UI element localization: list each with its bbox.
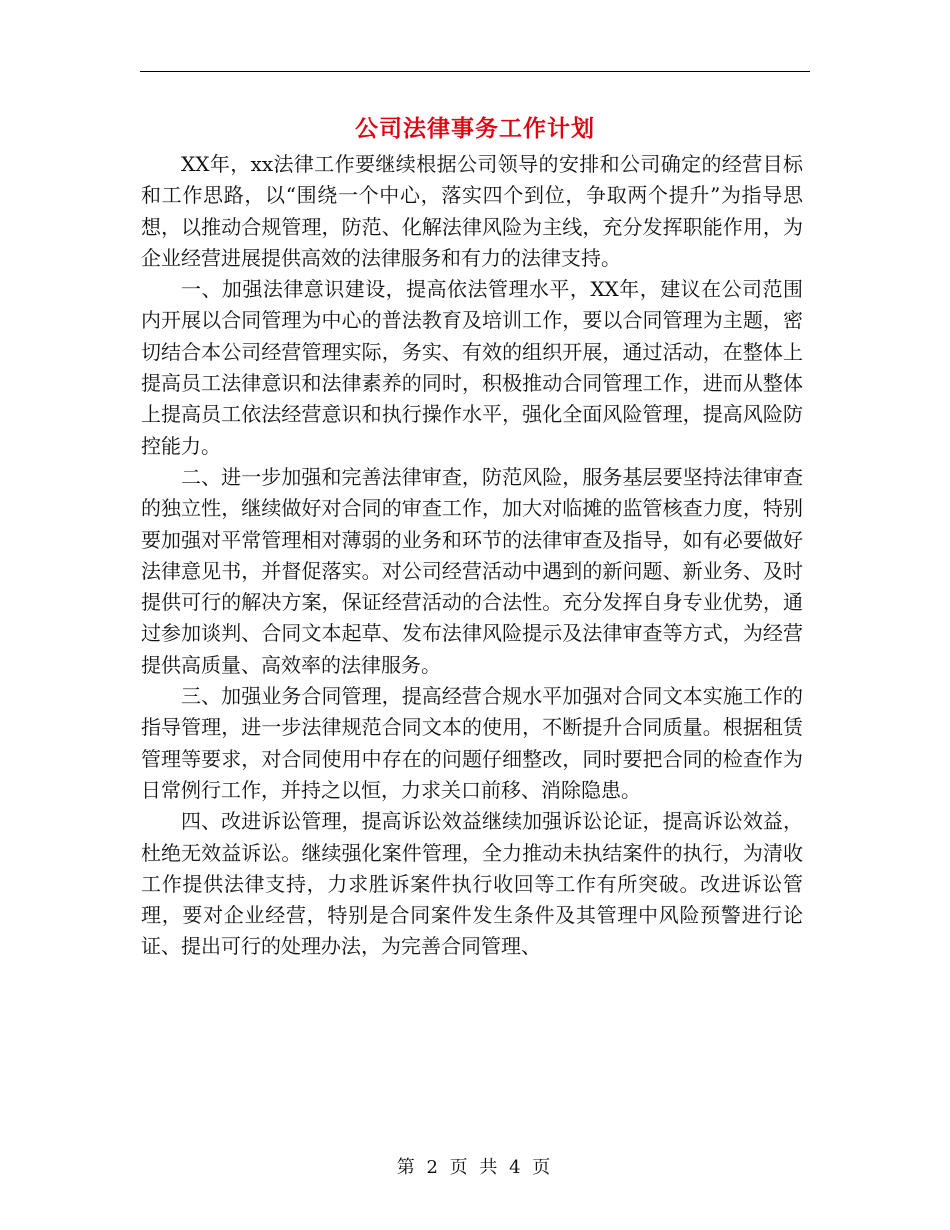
paragraph-section-3: 三、加强业务合同管理，提高经营合规水平加强对合同文本实施工作的指导管理，进一步法律规范合同文本的使用，不断提升合同质量。根据租赁管理等要求，对合同使用中存在的问题仔细整改，同时要把合同的检查作为日常例行工作，并持之以恒，力求关口前移、消除隐患。: [141, 684, 803, 802]
paragraph-section-1: 一、加强法律意识建设，提高依法管理水平，XX年，建议在公司范围内开展以合同管理为中心的普法教育及培训工作，要以合同管理为主题，密切结合本公司经营管理实际，务实、有效的组织开展，通过活动，在整体上提高员工法律意识和法律素养的同时，积极推动合同管理工作，进而从整体上提高员工依法经营意识和执行操作水平，强化全面风险管理，提高风险防控能力。: [141, 277, 803, 458]
paragraph-intro: XX年，xx法律工作要继续根据公司领导的安排和公司确定的经营目标和工作思路，以“围绕一个中心，落实四个到位，争取两个提升”为指导思想，以推动合规管理，防范、化解法律风险为主线，充分发挥职能作用，为企业经营进展提供高效的法律服务和有力的法律支持。: [141, 152, 803, 270]
document-body: [141, 149, 803, 963]
page-footer: 第 2 页 共 4 页: [396, 1157, 554, 1178]
paragraph-section-2: 二、进一步加强和完善法律审查，防范风险，服务基层要坚持法律审查的独立性，继续做好对合同的审查工作，加大对临摊的监管核查力度，特别要加强对平常管理相对薄弱的业务和环节的法律审查及指导，如有必要做好法律意见书，并督促落实。对公司经营活动中遇到的新问题、新业务、及时提供可行的解决方案，保证经营活动的合法性。充分发挥自身专业优势，通过参加谈判、合同文本起草、发布法律风险提示及法律审查等方式，为经营提供高质量、高效率的法律服务。: [141, 464, 803, 677]
document-title: 公司法律事务工作计划: [355, 115, 595, 142]
header-rule: [140, 71, 810, 72]
paragraph-section-4: 四、改进诉讼管理，提高诉讼效益继续加强诉讼论证，提高诉讼效益，杜绝无效益诉讼。继续强化案件管理，全力推动未执结案件的执行，为清收工作提供法律支持，力求胜诉案件执行收回等工作有所突破。改进诉讼管理，要对企业经营，特别是合同案件发生条件及其管理中风险预警进行论证、提出可行的处理办法，为完善合同管理、: [141, 809, 803, 959]
